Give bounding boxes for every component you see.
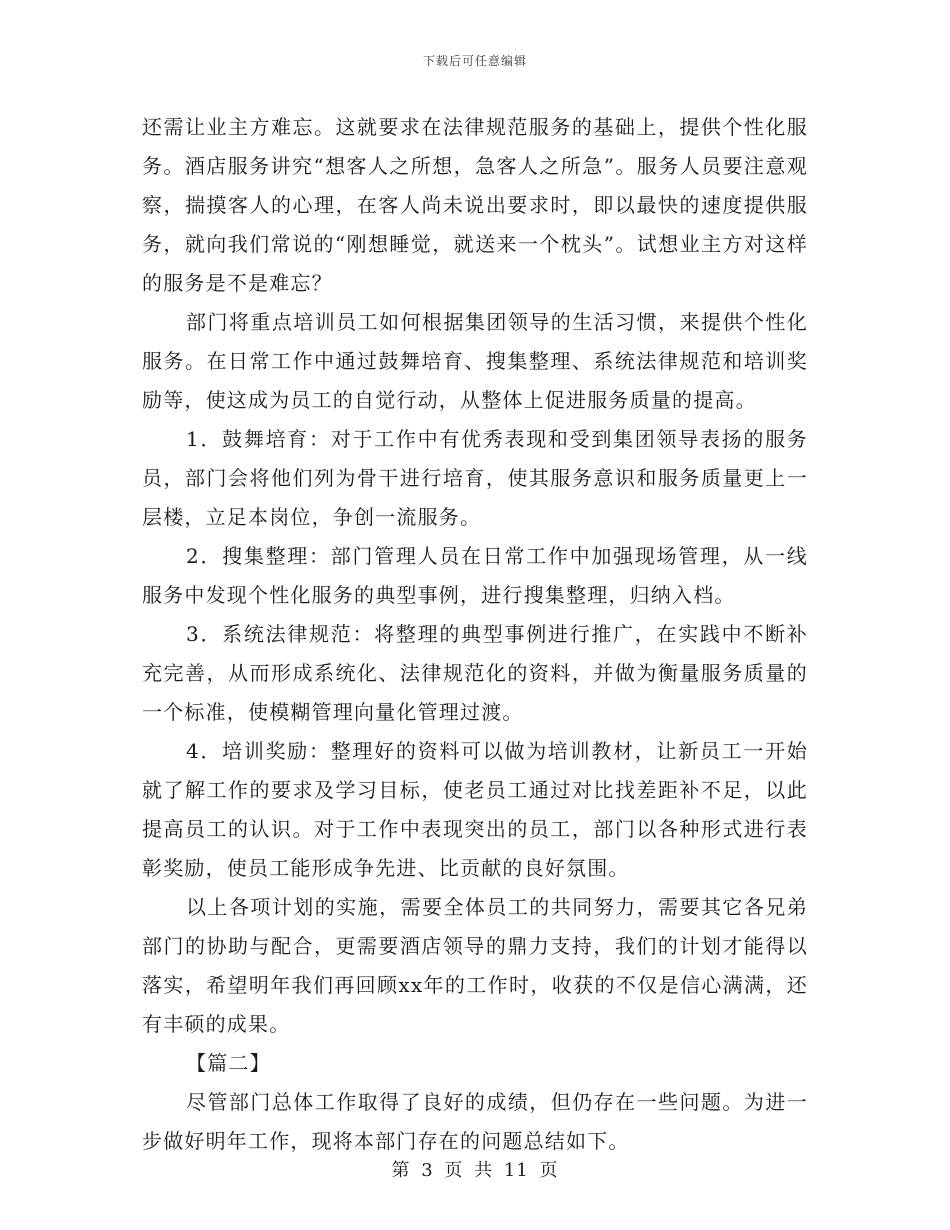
- list-item-paragraph: 2．搜集整理：部门管理人员在日常工作中加强现场管理，从一线服务中发现个性化服务的典型事例，进行搜集整理，归纳入档。: [142, 544, 808, 607]
- page-number-footer: 第 3 页 共 11 页: [391, 1160, 559, 1181]
- list-item-paragraph: 3．系统法律规范：将整理的典型事例进行推广，在实践中不断补充完善，从而形成系统化、法律规范化的资料，并做为衡量服务质量的一个标准，使模糊管理向量化管理过渡。: [142, 622, 808, 724]
- list-item-paragraph: 4．培训奖励：整理好的资料可以做为培训教材，让新员工一开始就了解工作的要求及学习目标，使老员工通过对比找差距补不足，以此提高员工的认识。对于工作中表现突出的员工，部门以各种形式进行表彰奖励，使员工能形成争先进、比贡献的良好氛围。: [142, 739, 808, 880]
- paragraph: 尽管部门总体工作取得了良好的成绩，但仍存在一些问题。为进一步做好明年工作，现将本部门存在的问题总结如下。: [142, 1090, 808, 1153]
- document-body: [142, 108, 808, 1161]
- page-header: 下载后可任意编辑: [422, 54, 527, 68]
- list-item-paragraph: 1．鼓舞培育：对于工作中有优秀表现和受到集团领导表扬的服务员，部门会将他们列为骨干进行培育，使其服务意识和服务质量更上一层楼，立足本岗位，争创一流服务。: [142, 427, 808, 529]
- paragraph: 部门将重点培训员工如何根据集团领导的生活习惯，来提供个性化服务。在日常工作中通过鼓舞培育、搜集整理、系统法律规范和培训奖励等，使这成为员工的自觉行动，从整体上促进服务质量的提高。: [142, 310, 808, 412]
- section-heading: 【篇二】: [186, 1051, 271, 1075]
- paragraph: 以上各项计划的实施，需要全体员工的共同努力，需要其它各兄弟部门的协助与配合，更需要酒店领导的鼎力支持，我们的计划才能得以落实，希望明年我们再回顾xx年的工作时，收获的不仅是信心满满，还有丰硕的成果。: [142, 895, 808, 1036]
- paragraph: 还需让业主方难忘。这就要求在法律规范服务的基础上，提供个性化服务。酒店服务讲究“想客人之所想，急客人之所急”。服务人员要注意观察，揣摸客人的心理，在客人尚未说出要求时，即以最快的速度提供服务，就向我们常说的“刚想睡觉，就送来一个枕头”。试想业主方对这样的服务是不是难忘？: [142, 115, 808, 295]
